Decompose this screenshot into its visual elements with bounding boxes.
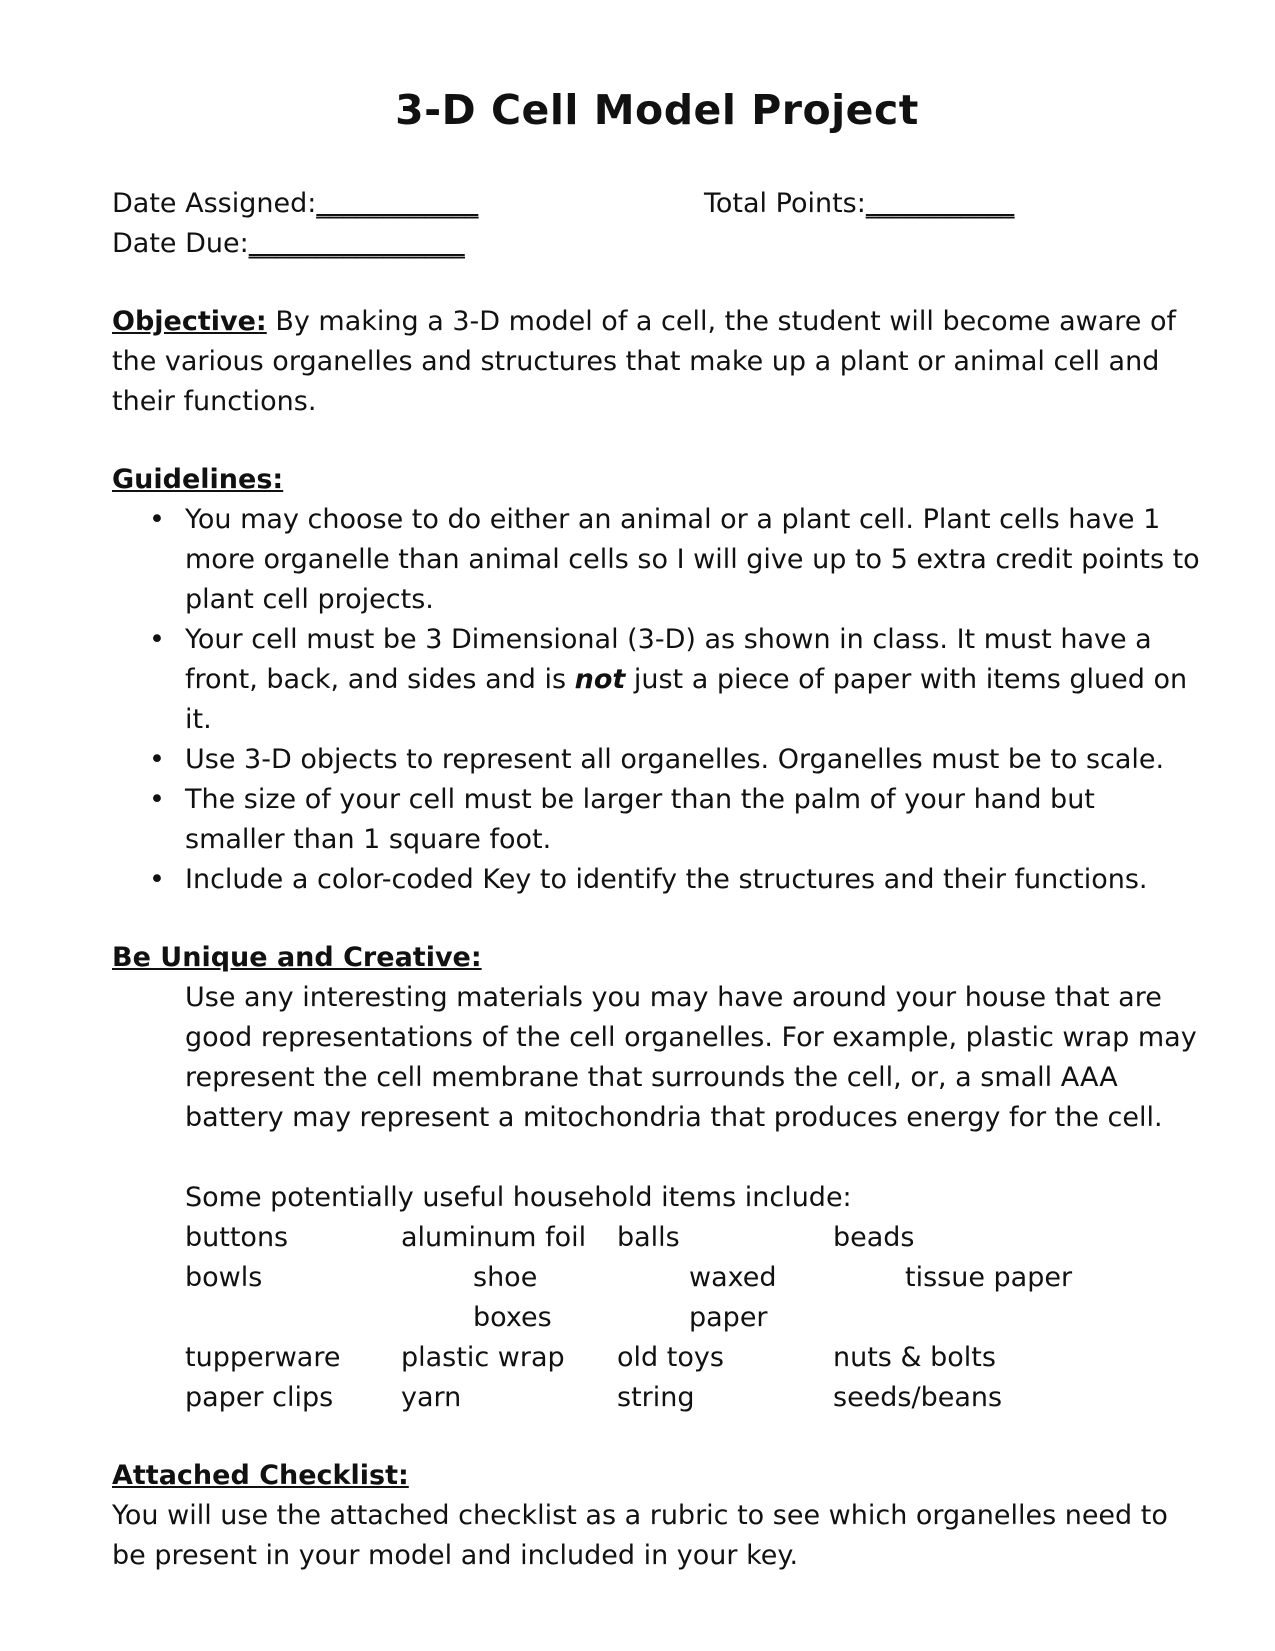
household-item: shoe boxes xyxy=(473,1262,552,1333)
checklist-heading: Attached Checklist: xyxy=(112,1460,409,1491)
document-page xyxy=(112,70,1202,1576)
household-item: yarn xyxy=(401,1382,462,1413)
date-assigned-label: Date Assigned: xyxy=(112,188,317,219)
meta-row-1 xyxy=(112,184,1202,224)
guideline-item: • Use 3-D objects to represent all organelles. Organelles must be to scale. xyxy=(185,740,1202,780)
guideline-item: • You may choose to do either an animal or a plant cell. Plant cells have 1 more organelle than animal cells so I will give up to 5 extra credit points to plant cell projects. xyxy=(185,500,1202,620)
guideline-item: • Include a color-coded Key to identify the structures and their functions. xyxy=(185,860,1202,900)
household-item: string xyxy=(617,1382,695,1413)
total-points-blank: ___________ xyxy=(865,188,1015,219)
household-item: tissue paper xyxy=(905,1262,1073,1293)
guideline-text: Your cell must be 3 Dimensional (3-D) as shown in class. It must have a front, back, and sides and is xyxy=(185,624,1152,695)
checklist-text: You will use the attached checklist as a rubric to see which organelles need to be present in your model and included in your key. xyxy=(112,1500,1168,1571)
assignment-meta xyxy=(112,184,1202,264)
household-item: paper clips xyxy=(185,1382,334,1413)
household-item: balls xyxy=(617,1222,680,1253)
household-item: plastic wrap xyxy=(401,1342,565,1373)
objective-heading: Objective: xyxy=(112,306,267,337)
guidelines-list xyxy=(112,500,1202,900)
household-item: aluminum foil xyxy=(401,1222,587,1253)
date-due xyxy=(112,224,704,264)
creative-text: Use any interesting materials you may have around your house that are good representations of the cell organelles. For example, plastic wrap may represent the cell membrane that surrounds the cell, or, a small AAA battery may represent a mitochondria that produces energy for the cell. xyxy=(185,982,1197,1133)
household-item: buttons xyxy=(185,1222,289,1253)
meta-row-2 xyxy=(112,224,1202,264)
objective-text: By making a 3-D model of a cell, the student will become aware of the various organelles and structures that make up a plant or animal cell and their functions. xyxy=(112,306,1177,417)
household-item: nuts & bolts xyxy=(833,1342,996,1373)
creative-section xyxy=(112,938,1202,1418)
page-title: 3-D Cell Model Project xyxy=(395,86,919,134)
household-item: old toys xyxy=(617,1342,724,1373)
household-item: tupperware xyxy=(185,1342,341,1373)
household-item: seeds/beans xyxy=(833,1382,1003,1413)
date-assigned-blank: ____________ xyxy=(316,188,479,219)
guideline-emphasis: not xyxy=(574,664,626,695)
household-item: beads xyxy=(833,1222,915,1253)
household-item: waxed paper xyxy=(689,1262,777,1333)
guideline-item xyxy=(185,620,1202,740)
household-item: bowls xyxy=(185,1262,263,1293)
date-due-blank: ________________ xyxy=(248,228,465,259)
items-intro: Some potentially useful household items include: xyxy=(185,1182,852,1213)
guideline-text: just a piece of paper with items glued on it. xyxy=(185,664,1188,735)
guidelines-heading: Guidelines: xyxy=(112,464,284,495)
total-points xyxy=(704,184,1014,224)
date-assigned xyxy=(112,184,704,224)
date-due-label: Date Due: xyxy=(112,228,249,259)
total-points-label: Total Points: xyxy=(704,188,866,219)
household-items-grid xyxy=(185,1218,1202,1418)
objective-section xyxy=(112,302,1202,422)
creative-heading: Be Unique and Creative: xyxy=(112,942,482,973)
checklist-section xyxy=(112,1456,1202,1576)
guideline-item: • The size of your cell must be larger than the palm of your hand but smaller than 1 square foot. xyxy=(185,780,1202,860)
guidelines-section xyxy=(112,460,1202,900)
